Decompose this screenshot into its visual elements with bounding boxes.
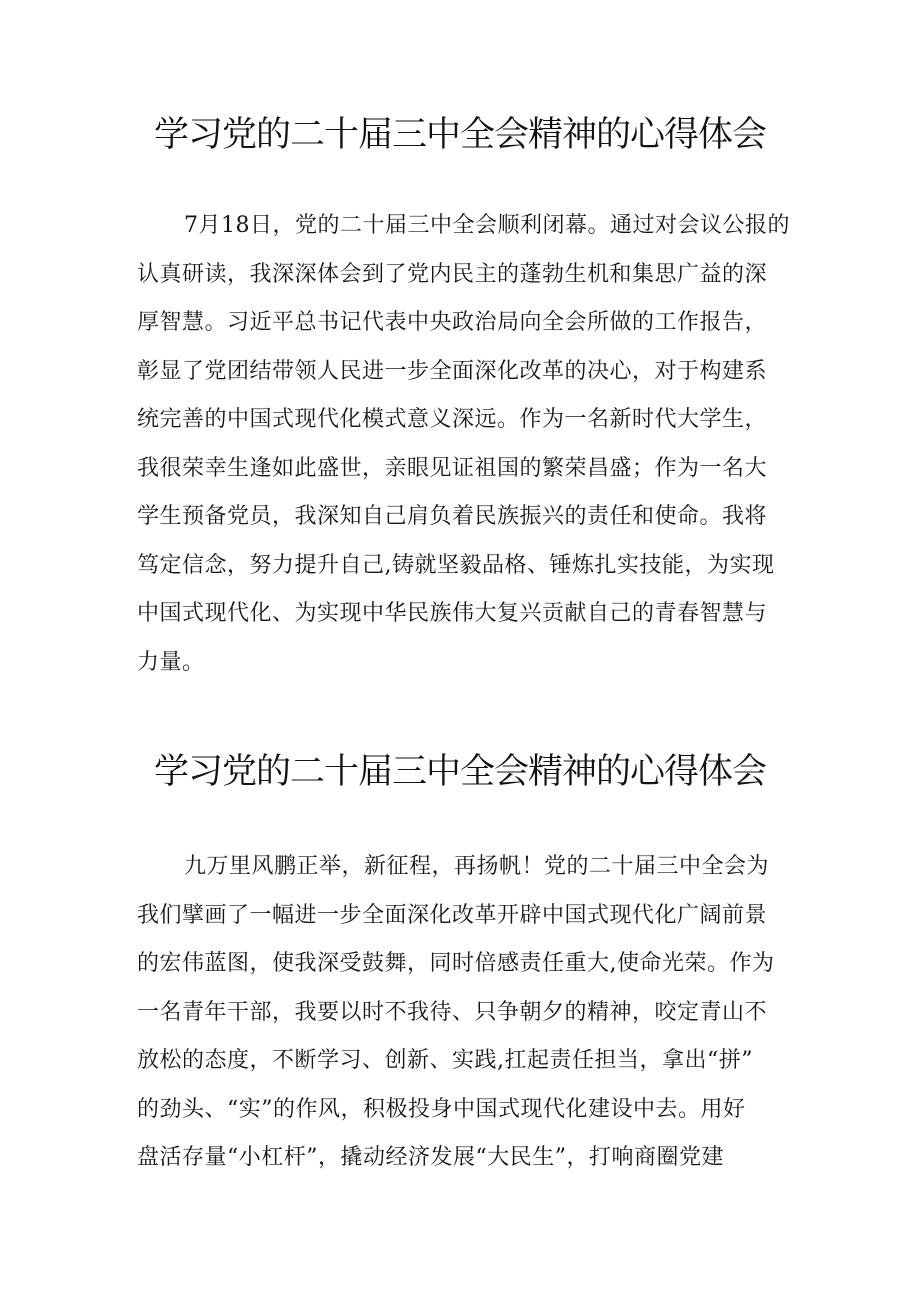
- paragraph-line: 彰显了党团结带领人民进一步全面深化改革的决心，对于构建系: [137, 358, 768, 384]
- section-2-title: 学习党的二十届三中全会精神的心得体会: [153, 752, 766, 792]
- paragraph-line: 笃定信念，努力提升自己,铸就坚毅品格、锤炼扎实技能，为实现: [137, 552, 775, 578]
- paragraph-line: 放松的态度，不断学习、创新、实践,扛起责任担当，拿出“拼”: [137, 1048, 753, 1073]
- paragraph-line: 统完善的中国式现代化模式意义深远。作为一名新时代大学生，: [137, 407, 768, 432]
- paragraph-line: 盘活存量“小杠杆”，撬动经济发展“大民生”，打响商圈党建: [137, 1145, 724, 1170]
- paragraph-line: 九万里风鹏正举，新征程，再扬帆！党的二十届三中全会为: [184, 854, 770, 879]
- paragraph-line: 的宏伟蓝图，使我深受鼓舞，同时倍感责任重大,使命光荣。作为: [137, 951, 775, 976]
- paragraph-line: 我们擘画了一幅进一步全面深化改革开辟中国式现代化广阔前景: [137, 902, 768, 928]
- paragraph-line: 7月18日，党的二十届三中全会顺利闭幕。通过对会议公报的: [184, 213, 790, 238]
- paragraph-line: 厚智慧。习近平总书记代表中央政治局向全会所做的工作报告，: [137, 310, 768, 335]
- section-2-paragraph: [137, 843, 793, 1195]
- paragraph-line: 我很荣幸生逢如此盛世，亲眼见证祖国的繁荣昌盛；作为一名大: [137, 455, 768, 481]
- paragraph-line: 学生预备党员，我深知自己肩负着民族振兴的责任和使命。我将: [137, 504, 768, 529]
- paragraph-line: 一名青年干部，我要以时不我待、只争朝夕的精神，咬定青山不: [137, 999, 768, 1025]
- paragraph-line: 的劲头、“实”的作风，积极投身中国式现代化建设中去。用好: [137, 1096, 746, 1122]
- paragraph-line: 认真研读，我深深体会到了党内民主的蓬勃生机和集思广益的深: [137, 261, 768, 287]
- section-1-title: 学习党的二十届三中全会精神的心得体会: [153, 115, 766, 155]
- paragraph-line: 力量。: [137, 649, 205, 675]
- section-1-paragraph: [137, 202, 793, 692]
- paragraph-line: 中国式现代化、为实现中华民族伟大复兴贡献自己的青春智慧与: [137, 601, 768, 626]
